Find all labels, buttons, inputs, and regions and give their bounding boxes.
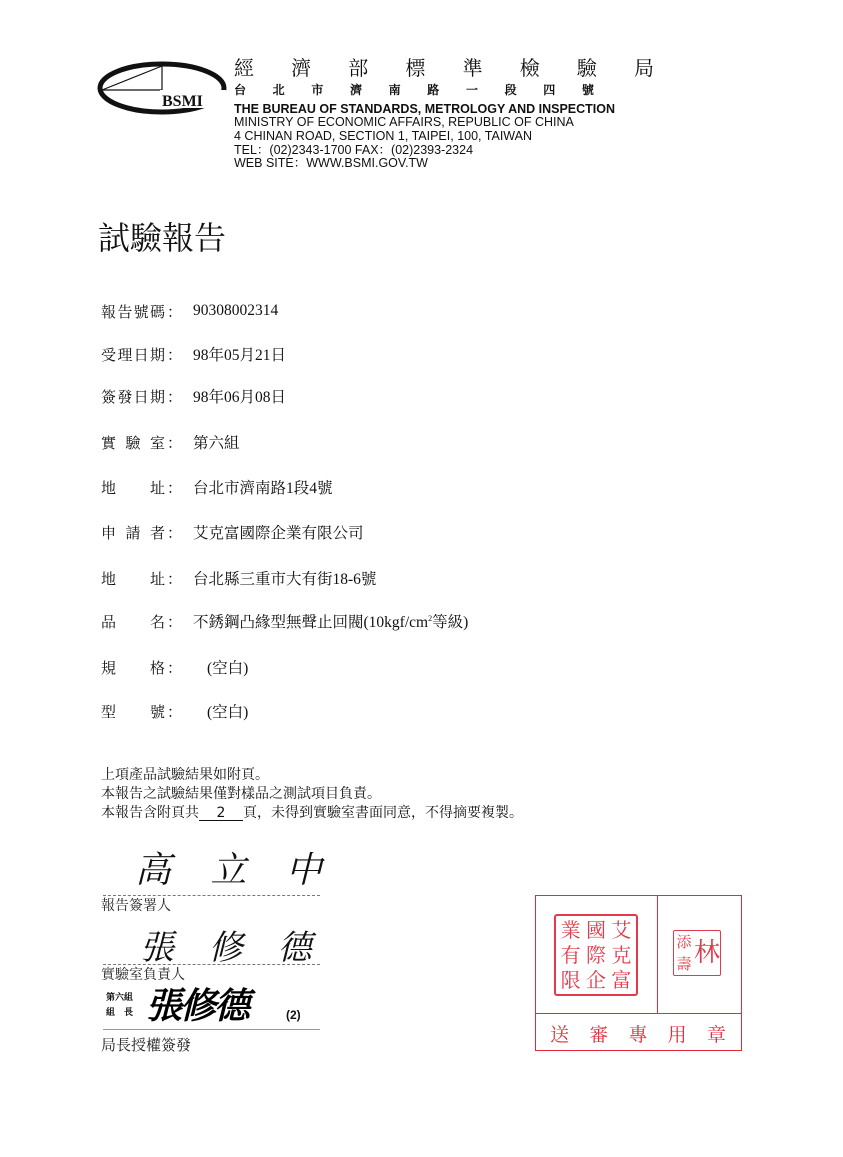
authorized-issuer-label: 局長授權簽發 — [101, 1036, 192, 1054]
field-model: 型 號 ： (空白) — [101, 700, 248, 722]
field-label: 規 格 — [101, 658, 165, 677]
addr-char: 號 — [581, 83, 594, 97]
org-char: 部 — [348, 56, 369, 80]
field-value: 台北市濟南路1段4號 — [193, 480, 333, 497]
field-label: 地 址 — [101, 569, 165, 588]
field-product-name: 品 名 ： 不銹鋼凸緣型無聲止回閥($10kgf/cm^2$等級) — [101, 610, 468, 632]
signer-role-label: 報告簽署人 — [101, 898, 171, 914]
field-laboratory: 實 驗 室 ： 第六組 — [101, 431, 240, 453]
field-value: 第六組 — [193, 435, 240, 452]
signature-line — [103, 1029, 320, 1030]
personal-seal: 林 添 壽 — [673, 930, 721, 976]
signature-chop: 張修德 — [146, 985, 249, 1027]
bsmi-logo — [96, 60, 232, 118]
stamp-divider-horizontal — [535, 1013, 742, 1014]
field-value: 98年06月08日 — [193, 389, 287, 406]
address-cn — [234, 83, 594, 97]
stamp-caption: 送 審 專 用 章 — [550, 1023, 726, 1046]
org-char: 局 — [633, 56, 654, 80]
field-value: 不銹鋼凸緣型無聲止回閥($10kgf/cm^2$等級) — [193, 613, 469, 631]
addr-char: 市 — [311, 83, 324, 97]
field-label: 簽 發 日 期 — [101, 387, 165, 406]
note-line-1: 上項產品試驗結果如附頁。 — [101, 767, 269, 783]
addr-char: 濟 — [349, 83, 362, 97]
field-value: (空白) — [207, 704, 249, 721]
org-char: 準 — [462, 56, 483, 80]
addr-char: 路 — [427, 83, 440, 97]
lab-director-role-label: 實驗室負責人 — [101, 967, 185, 983]
note-line-3: 本報告含附頁共 2 頁，未得到實驗室書面同意，不得摘要複製。 — [101, 805, 523, 821]
page-count: 2 — [199, 806, 243, 821]
field-value: 98年05月21日 — [193, 347, 287, 364]
field-lab-address: 地 址 ： 台北市濟南路1段4號 — [101, 476, 333, 498]
org-char: 驗 — [576, 56, 597, 80]
field-issue-date: 簽 發 日 期 ： 98年06月08日 — [101, 385, 286, 407]
org-char: 濟 — [291, 56, 312, 80]
org-char: 檢 — [519, 56, 540, 80]
field-value: 90308002314 — [193, 302, 279, 319]
field-label: 受 理 日 期 — [101, 345, 165, 364]
field-specification: 規 格 ： (空白) — [101, 656, 248, 678]
signature-line — [103, 895, 320, 896]
field-applicant-address: 地 址 ： 台北縣三重市大有街18-6號 — [101, 567, 376, 589]
stamp-divider-vertical — [657, 895, 658, 1013]
contact-info: TEL：(02)2343-1700 FAX：(02)2393-2324 — [234, 143, 474, 157]
signature-lab-director: 張 修 德 — [140, 928, 324, 968]
signature-line — [103, 964, 320, 965]
chop-title-top: 第六組 — [106, 993, 134, 1003]
field-label: 地 址 — [101, 478, 165, 497]
org-name-cn — [234, 56, 654, 80]
ministry-en: MINISTRY OF ECONOMIC AFFAIRS, REPUBLIC OF CHINA — [234, 115, 574, 129]
addr-char: 一 — [465, 83, 478, 97]
field-label: 型 號 — [101, 702, 165, 721]
company-seal: 艾 克 富 國 際 企 業 有 限 — [554, 914, 638, 996]
field-label: 報 告 號 碼 — [101, 302, 165, 321]
org-char: 經 — [234, 56, 254, 80]
svg-text:BSMI: BSMI — [162, 93, 203, 110]
addr-char: 段 — [504, 83, 517, 97]
field-value: 艾克富國際企業有限公司 — [193, 525, 364, 542]
document-title: 試驗報告 — [98, 219, 227, 257]
signature-report-signer: 高 立 中 — [135, 850, 336, 891]
field-applicant: 申 請 者 ： 艾克富國際企業有限公司 — [101, 521, 364, 543]
field-value: 台北縣三重市大有街18-6號 — [193, 571, 377, 588]
field-received-date: 受 理 日 期 ： 98年05月21日 — [101, 343, 286, 365]
addr-char: 台 — [234, 83, 247, 97]
chop-title-bottom: 組 長 — [106, 1008, 134, 1018]
note-line-2: 本報告之試驗結果僅對樣品之測試項目負責。 — [101, 786, 381, 802]
addr-char: 四 — [543, 83, 556, 97]
field-label: 申 請 者 — [101, 523, 165, 542]
chop-number: (2) — [286, 1008, 301, 1022]
field-value: (空白) — [207, 660, 249, 677]
addr-char: 北 — [272, 83, 285, 97]
address-en: 4 CHINAN ROAD, SECTION 1, TAIPEI, 100, TAIWAN — [234, 129, 532, 143]
field-label: 品 名 — [101, 612, 165, 631]
org-name-en: THE BUREAU OF STANDARDS, METROLOGY AND INSPECTION — [234, 102, 616, 116]
website: WEB SITE：WWW.BSMI.GOV.TW — [234, 156, 428, 170]
org-char: 標 — [405, 56, 426, 80]
field-label: 實 驗 室 — [101, 433, 165, 452]
addr-char: 南 — [388, 83, 401, 97]
field-report-number: 報 告 號 碼 ： 90308002314 — [101, 302, 279, 321]
